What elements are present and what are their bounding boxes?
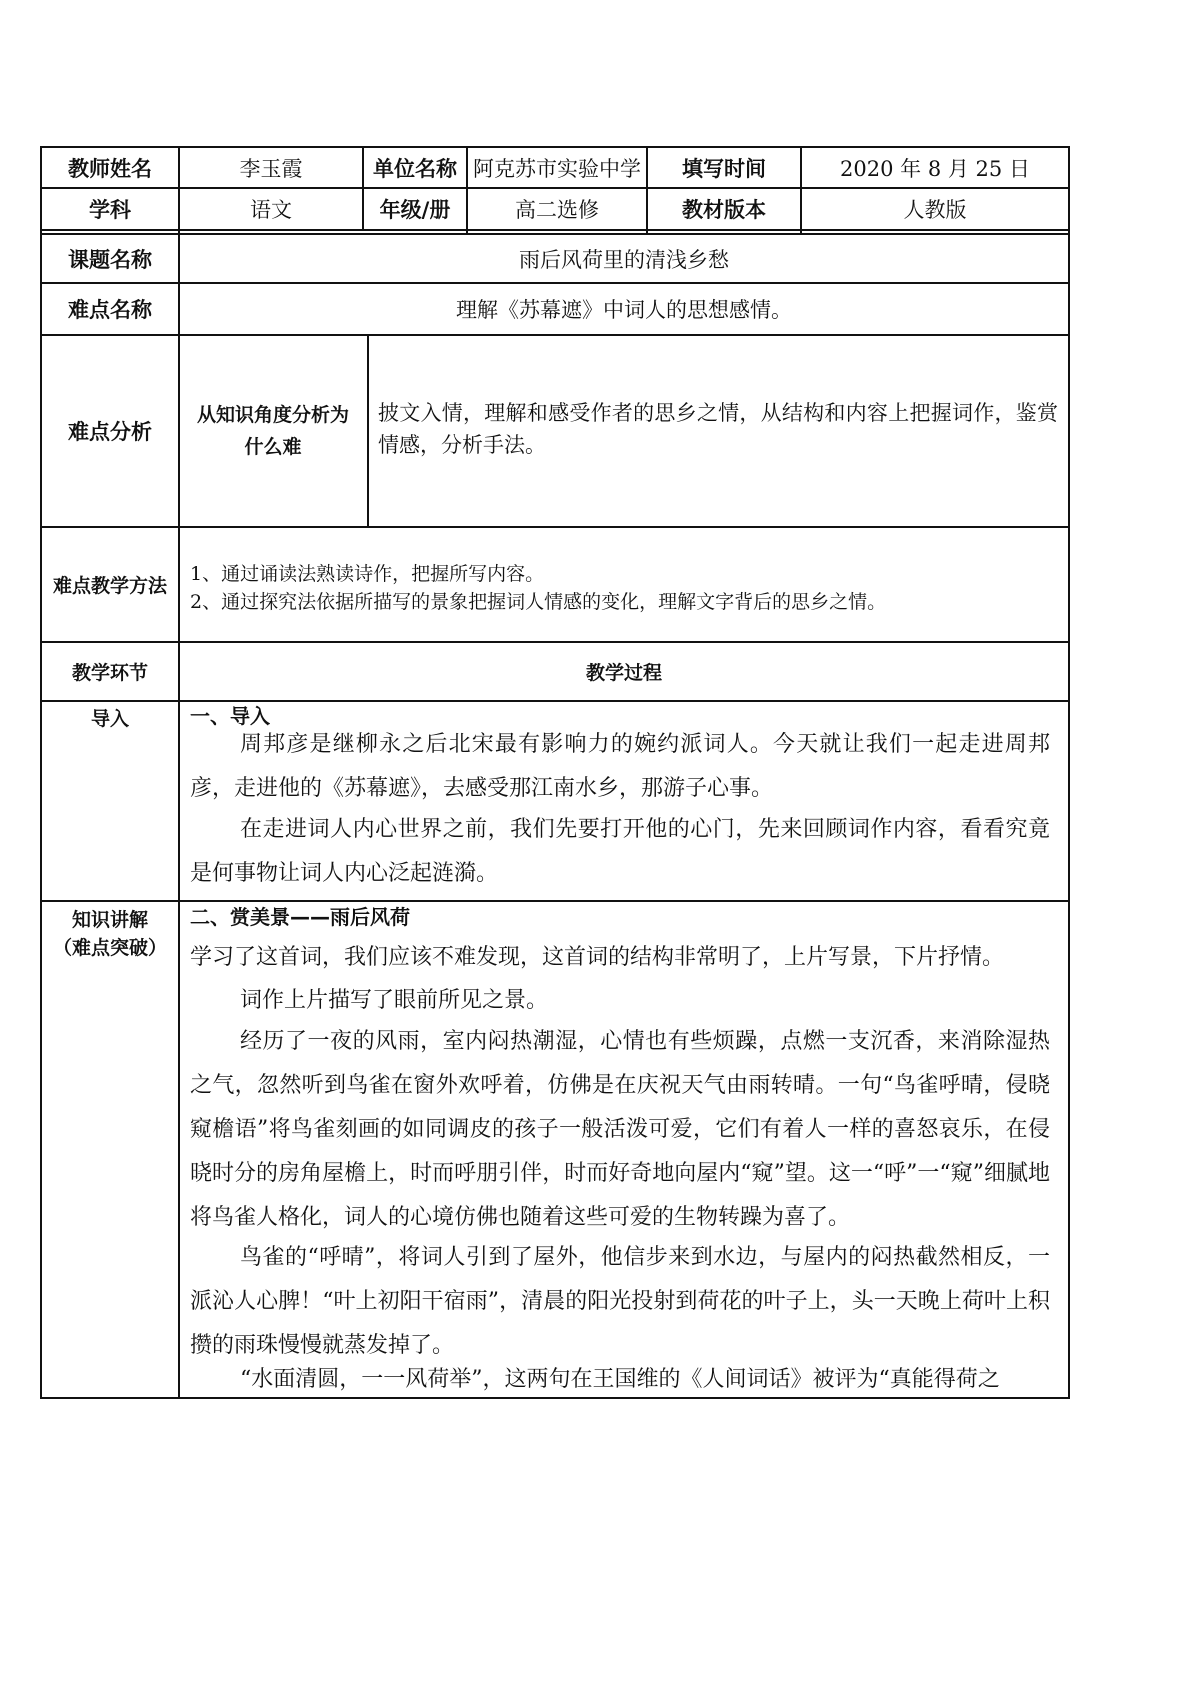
method-label: 难点教学方法 (52, 575, 167, 597)
stage-header: 教学环节 (71, 662, 148, 684)
textbook-value: 人教版 (903, 198, 967, 222)
difficulty-label: 难点名称 (68, 298, 152, 322)
method-item-1: 1、通过诵读法熟读诗作，把握所写内容。 (190, 563, 545, 585)
fill-date-value: 2020 年 8 月 25 日 (840, 156, 1030, 181)
unit-name-label: 单位名称 (373, 156, 457, 181)
teacher-name-label: 教师姓名 (68, 156, 152, 181)
row-line (40, 526, 1070, 528)
subject-value: 语文 (250, 198, 292, 222)
difficulty-value: 理解《苏幕遮》中词人的思想感情。 (456, 298, 792, 322)
subject-label: 学科 (89, 198, 131, 222)
knowledge-paragraph-3: 经历了一夜的风雨，室内闷热潮湿，心情也有些烦躁，点燃一支沉香，来消除湿热之气，忽然听到鸟雀在窗外欢呼着，仿佛是在庆祝天气由雨转晴。一句“鸟雀呼晴，侵晓窥檐语”将鸟雀刻画的如同调皮的孩子一般活泼可爱，它们有着人一样的喜怒哀乐，在侵晓时分的房角屋檐上，时而呼朋引伴，时而好奇地向屋内“窥”望。这一“呼”一“窥”细腻地将鸟雀人格化，词人的心境仿佛也随着这些可爱的生物转躁为喜了。 (190, 1029, 1050, 1230)
grade-value: 高二选修 (515, 198, 599, 222)
unit-name-value: 阿克苏市实验中学 (473, 156, 641, 181)
knowledge-paragraph-2: 词作上片描写了眼前所见之景。 (240, 988, 549, 1013)
knowledge-paragraph-1: 学习了这首词，我们应该不难发现，这首词的结构非常明了，上片写景，下片抒情。 (190, 945, 1005, 970)
analysis-label: 难点分析 (68, 420, 152, 444)
fill-date-label: 填写时间 (682, 156, 766, 181)
knowledge-paragraph-4: 鸟雀的“呼晴”，将词人引到了屋外，他信步来到水边，与屋内的闷热截然相反，一派沁人心脾！“叶上初阳干宿雨”，清晨的阳光投射到荷花的叶子上，头一天晚上荷叶上积攒的雨珠慢慢就蒸发掉了。 (190, 1245, 1050, 1358)
knowledge-stage-line2: （难点突破） (52, 936, 167, 959)
process-header: 教学过程 (585, 662, 662, 684)
textbook-label: 教材版本 (682, 198, 766, 222)
teacher-name-value: 李玉霞 (239, 156, 303, 181)
analysis-sub-label: 从知识角度分析为什么难 (196, 404, 349, 458)
topic-label: 课题名称 (68, 247, 152, 272)
intro-paragraph-2: 在走进词人内心世界之前，我们先要打开他的心门，先来回顾词作内容，看看究竟是何事物让词人内心泛起涟漪。 (190, 817, 1050, 886)
intro-paragraph-1: 周邦彦是继柳永之后北宋最有影响力的婉约派词人。今天就让我们一起走进周邦彦，走进他的《苏幕遮》，去感受那江南水乡，那游子心事。 (190, 732, 1050, 801)
table-bottom-border (40, 1397, 1070, 1399)
knowledge-paragraph-5: “水面清圆，一一风荷举”，这两句在王国维的《人间词话》被评为“真能得荷之 (240, 1367, 1000, 1392)
knowledge-heading: 二、赏美景——雨后风荷 (190, 905, 410, 929)
col-line (367, 334, 369, 528)
intro-heading: 一、导入 (190, 704, 270, 728)
knowledge-stage-line1: 知识讲解 (71, 908, 148, 931)
analysis-text: 披文入情，理解和感受作者的思乡之情，从结构和内容上把握词作，鉴赏情感，分析手法。 (378, 401, 1058, 457)
grade-label: 年级/册 (379, 198, 451, 222)
method-item-2: 2、通过探究法依据所描写的景象把握词人情感的变化，理解文字背后的思乡之情。 (190, 591, 887, 613)
row-line (40, 229, 1070, 231)
topic-value: 雨后风荷里的清浅乡愁 (519, 247, 729, 272)
intro-stage: 导入 (90, 707, 129, 730)
